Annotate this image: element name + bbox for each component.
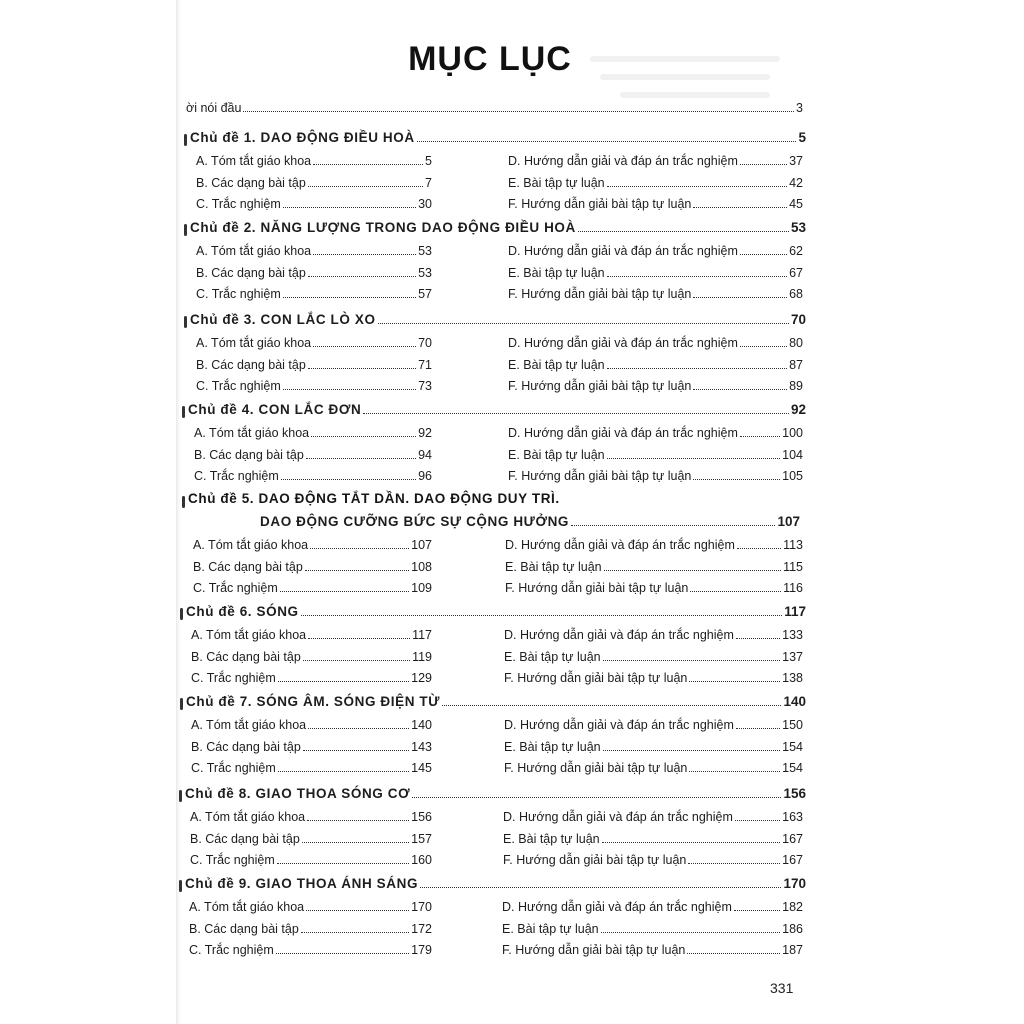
toc-subentry (196, 266, 432, 280)
toc-subentry (508, 266, 803, 280)
dot-leader (736, 727, 780, 729)
chapter-entry-page: 53 (790, 220, 806, 235)
toc-subentry (508, 287, 803, 301)
toc-subentry-page: 129 (411, 671, 432, 685)
toc-subentry (190, 853, 432, 867)
toc-subentry-page: 182 (782, 900, 803, 914)
toc-subentry-page: 105 (782, 469, 803, 483)
dot-leader (607, 457, 781, 459)
toc-subentry (503, 853, 803, 867)
chapter-entry-label: Chủ đề 1. DAO ĐỘNG ĐIỀU HOÀ (190, 130, 415, 145)
dot-leader (301, 614, 783, 616)
dot-leader (308, 637, 410, 639)
toc-subentry-page: 137 (782, 649, 803, 664)
chapter-entry (190, 130, 806, 145)
margin-mark (182, 496, 185, 508)
toc-subentry (196, 244, 432, 258)
toc-subentry-label: D. Hướng dẫn giải và đáp án trắc nghiệm (503, 810, 733, 824)
toc-subentry (508, 448, 803, 462)
toc-subentry-page: 89 (789, 379, 803, 393)
toc-subentry (191, 650, 432, 664)
toc-subentry-label: D. Hướng dẫn giải và đáp án trắc nghiệm (504, 628, 734, 642)
dot-leader (740, 163, 787, 165)
toc-subentry (191, 718, 432, 732)
toc-subentry-label: A. Tóm tắt giáo khoa (189, 900, 305, 914)
dot-leader (693, 206, 787, 208)
toc-subentry-page: 67 (789, 265, 803, 280)
toc-subentry (505, 581, 803, 595)
toc-subentry-page: 109 (411, 581, 432, 595)
toc-subentry-page: 108 (411, 559, 432, 574)
toc-subentry-label: B. Các dạng bài tập (196, 175, 306, 190)
dot-leader (278, 770, 409, 772)
toc-subentry-label: D. Hướng dẫn giải và đáp án trắc nghiệm (505, 538, 735, 552)
toc-subentry-label: B. Các dạng bài tập (190, 831, 300, 846)
dot-leader (735, 819, 780, 821)
toc-subentry-label: E. Bài tập tự luận (503, 831, 600, 846)
toc-subentry-label: F. Hướng dẫn giải bài tập tự luận (502, 943, 686, 957)
toc-subentry-page: 73 (418, 379, 432, 393)
toc-subentry-page: 160 (411, 853, 432, 867)
dot-leader (607, 275, 787, 277)
toc-subentry (196, 336, 432, 350)
dot-leader (283, 388, 416, 390)
toc-subentry (190, 810, 432, 824)
chapter-entry-label: Chủ đề 2. NĂNG LƯỢNG TRONG DAO ĐỘNG ĐIỀU HOÀ (190, 220, 576, 235)
dot-leader (693, 296, 787, 298)
toc-subentry-label: E. Bài tập tự luận (505, 559, 602, 574)
toc-subentry (508, 379, 803, 393)
toc-subentry-page: 113 (783, 538, 803, 552)
toc-subentry-page: 179 (411, 943, 432, 957)
dot-leader (603, 749, 781, 751)
toc-subentry (508, 469, 803, 483)
dot-leader (601, 931, 781, 933)
toc-subentry-page: 133 (782, 628, 803, 642)
dot-leader (740, 345, 787, 347)
toc-subentry-label: D. Hướng dẫn giải và đáp án trắc nghiệm (508, 244, 738, 258)
toc-subentry (508, 336, 803, 350)
dot-leader (281, 478, 416, 480)
toc-subentry-page: 154 (782, 761, 803, 775)
toc-subentry-page: 57 (418, 287, 432, 301)
toc-subentry-label: D. Hướng dẫn giải và đáp án trắc nghiệm (508, 336, 738, 350)
toc-subentry-page: 5 (425, 154, 432, 168)
chapter-entry-label: Chủ đề 9. GIAO THOA ÁNH SÁNG (185, 876, 419, 891)
toc-subentry-page: 62 (789, 244, 803, 258)
toc-subentry-label: C. Trắc nghiệm (191, 671, 276, 685)
chapter-entry-label: Chủ đề 3. CON LẮC LÒ XO (190, 312, 376, 327)
dot-leader (310, 547, 409, 549)
toc-subentry-label: F. Hướng dẫn giải bài tập tự luận (508, 287, 692, 301)
toc-subentry (193, 538, 432, 552)
toc-subentry-label: E. Bài tập tự luận (508, 265, 605, 280)
toc-subentry-page: 104 (782, 447, 803, 462)
toc-subentry-page: 53 (418, 244, 432, 258)
toc-subentry-label: C. Trắc nghiệm (190, 853, 275, 867)
toc-subentry (502, 922, 803, 936)
toc-subentry (508, 197, 803, 211)
toc-subentry (193, 560, 432, 574)
toc-subentry-label: C. Trắc nghiệm (196, 197, 281, 211)
dot-leader (363, 412, 789, 414)
chapter-entry-page: 70 (790, 312, 806, 327)
chapter-entry-page: 117 (784, 604, 806, 619)
toc-subentry-page: 107 (411, 538, 432, 552)
margin-mark (184, 224, 187, 236)
preface-entry-page: 3 (796, 101, 803, 115)
toc-subentry-label: E. Bài tập tự luận (504, 649, 601, 664)
toc-subentry (508, 426, 803, 440)
toc-subentry (508, 358, 803, 372)
toc-subentry-page: 71 (418, 357, 432, 372)
chapter-entry (186, 604, 806, 619)
toc-subentry-page: 42 (789, 175, 803, 190)
toc-subentry-label: E. Bài tập tự luận (508, 175, 605, 190)
toc-subentry-label: B. Các dạng bài tập (191, 739, 301, 754)
preface-entry-label: ời nói đầu (186, 101, 242, 115)
toc-subentry-label: A. Tóm tắt giáo khoa (196, 244, 312, 258)
dot-leader (305, 569, 409, 571)
toc-subentry-label: C. Trắc nghiệm (193, 581, 278, 595)
toc-subentry-page: 145 (411, 761, 432, 775)
chapter-entry-label: Chủ đề 6. SÓNG (186, 604, 299, 619)
preface-entry (186, 101, 803, 115)
bleed-through-text (620, 92, 770, 98)
toc-subentry-label: D. Hướng dẫn giải và đáp án trắc nghiệm (508, 426, 738, 440)
toc-subentry-label: C. Trắc nghiệm (194, 469, 279, 483)
toc-subentry-page: 70 (418, 336, 432, 350)
toc-subentry (503, 810, 803, 824)
toc-subentry (194, 426, 432, 440)
margin-mark (179, 880, 182, 892)
dot-leader (283, 206, 416, 208)
dot-leader (412, 796, 781, 798)
dot-leader (307, 819, 409, 821)
toc-subentry-label: C. Trắc nghiệm (191, 761, 276, 775)
toc-subentry-page: 150 (782, 718, 803, 732)
toc-subentry-page: 187 (782, 943, 803, 957)
chapter-entry-label: Chủ đề 4. CON LẮC ĐƠN (188, 402, 362, 417)
toc-subentry-label: B. Các dạng bài tập (196, 265, 306, 280)
chapter-entry-label: Chủ đề 7. SÓNG ÂM. SÓNG ĐIỆN TỪ (186, 694, 441, 709)
toc-subentry-label: A. Tóm tắt giáo khoa (196, 154, 312, 168)
toc-subentry (193, 581, 432, 595)
margin-mark (184, 316, 187, 328)
toc-subentry (504, 718, 803, 732)
margin-mark (179, 790, 182, 802)
margin-mark (184, 134, 187, 146)
chapter-entry-page: 5 (798, 130, 806, 145)
toc-subentry-label: D. Hướng dẫn giải và đáp án trắc nghiệm (508, 154, 738, 168)
dot-leader (278, 680, 409, 682)
chapter-entry (185, 786, 806, 801)
toc-subentry-label: E. Bài tập tự luận (508, 357, 605, 372)
toc-subentry-page: 167 (782, 831, 803, 846)
toc-subentry-label: F. Hướng dẫn giải bài tập tự luận (504, 761, 688, 775)
dot-leader (442, 704, 781, 706)
dot-leader (303, 749, 409, 751)
toc-subentry-page: 7 (425, 175, 432, 190)
toc-subentry-label: C. Trắc nghiệm (196, 379, 281, 393)
dot-leader (688, 862, 780, 864)
dot-leader (277, 862, 409, 864)
dot-leader (311, 435, 416, 437)
chapter-entry (186, 694, 806, 709)
toc-subentry-page: 30 (418, 197, 432, 211)
dot-leader (420, 886, 781, 888)
toc-subentry-label: F. Hướng dẫn giải bài tập tự luận (508, 379, 692, 393)
toc-subentry (508, 176, 803, 190)
toc-subentry-label: A. Tóm tắt giáo khoa (191, 628, 307, 642)
book-binding-shadow (176, 0, 182, 1024)
chapter-entry-page: 92 (790, 402, 806, 417)
toc-subentry-label: A. Tóm tắt giáo khoa (194, 426, 310, 440)
dot-leader (687, 952, 780, 954)
toc-subentry (189, 943, 432, 957)
dot-leader (737, 547, 781, 549)
toc-subentry-page: 170 (411, 900, 432, 914)
chapter-entry-page: 140 (783, 694, 806, 709)
dot-leader (736, 637, 780, 639)
chapter-entry (260, 514, 800, 529)
chapter-entry-page: 107 (777, 514, 800, 529)
toc-subentry-label: C. Trắc nghiệm (189, 943, 274, 957)
toc-subentry (505, 538, 803, 552)
toc-subentry-label: F. Hướng dẫn giải bài tập tự luận (504, 671, 688, 685)
toc-subentry-page: 68 (789, 287, 803, 301)
dot-leader (308, 367, 416, 369)
toc-subentry (191, 740, 432, 754)
dot-leader (693, 478, 780, 480)
dot-leader (740, 253, 787, 255)
chapter-entry-label: Chủ đề 8. GIAO THOA SÓNG CƠ (185, 786, 411, 801)
dot-leader (243, 110, 794, 112)
dot-leader (690, 590, 781, 592)
toc-subentry-page: 80 (789, 336, 803, 350)
dot-leader (571, 524, 775, 526)
dot-leader (604, 569, 781, 571)
toc-subentry (196, 176, 432, 190)
dot-leader (308, 275, 416, 277)
toc-subentry (504, 740, 803, 754)
toc-subentry (196, 379, 432, 393)
page-number: 331 (770, 980, 794, 996)
toc-subentry (504, 628, 803, 642)
toc-subentry-label: F. Hướng dẫn giải bài tập tự luận (508, 197, 692, 211)
dot-leader (313, 163, 423, 165)
dot-leader (417, 140, 797, 142)
page-title: MỤC LỤC (408, 40, 572, 78)
toc-subentry (190, 832, 432, 846)
toc-subentry-page: 117 (412, 628, 432, 642)
dot-leader (603, 659, 781, 661)
chapter-entry-page: 170 (783, 876, 806, 891)
toc-subentry-label: E. Bài tập tự luận (504, 739, 601, 754)
toc-subentry (191, 671, 432, 685)
toc-subentry-page: 157 (411, 831, 432, 846)
dot-leader (693, 388, 787, 390)
toc-subentry-page: 116 (783, 581, 803, 595)
dot-leader (740, 435, 780, 437)
dot-leader (303, 659, 410, 661)
toc-subentry (503, 832, 803, 846)
chapter-heading-line1: Chủ đề 5. DAO ĐỘNG TẮT DẦN. DAO ĐỘNG DUY TRÌ. (188, 491, 560, 506)
toc-subentry-label: D. Hướng dẫn giải và đáp án trắc nghiệm (504, 718, 734, 732)
toc-subentry (508, 244, 803, 258)
toc-subentry-page: 119 (412, 649, 432, 664)
toc-subentry-label: B. Các dạng bài tập (189, 921, 299, 936)
dot-leader (313, 345, 416, 347)
toc-subentry-page: 154 (782, 739, 803, 754)
chapter-entry-label: DAO ĐỘNG CƯỠNG BỨC SỰ CỘNG HƯỞNG (260, 514, 570, 529)
dot-leader (689, 770, 780, 772)
toc-subentry-label: D. Hướng dẫn giải và đáp án trắc nghiệm (502, 900, 732, 914)
toc-subentry-label: E. Bài tập tự luận (508, 447, 605, 462)
toc-subentry-page: 37 (789, 154, 803, 168)
dot-leader (306, 909, 409, 911)
toc-subentry-page: 143 (411, 739, 432, 754)
toc-subentry-label: F. Hướng dẫn giải bài tập tự luận (503, 853, 687, 867)
toc-subentry-page: 156 (411, 810, 432, 824)
dot-leader (602, 841, 781, 843)
chapter-entry (190, 220, 806, 235)
toc-subentry-label: A. Tóm tắt giáo khoa (196, 336, 312, 350)
toc-subentry (189, 900, 432, 914)
toc-subentry-label: B. Các dạng bài tập (194, 447, 304, 462)
dot-leader (378, 322, 789, 324)
dot-leader (578, 230, 789, 232)
toc-subentry-page: 140 (411, 718, 432, 732)
toc-subentry-label: B. Các dạng bài tập (196, 357, 306, 372)
toc-subentry-page: 172 (411, 921, 432, 936)
toc-subentry (504, 650, 803, 664)
dot-leader (301, 931, 409, 933)
toc-subentry-page: 87 (789, 357, 803, 372)
toc-subentry (194, 448, 432, 462)
toc-subentry-label: F. Hướng dẫn giải bài tập tự luận (505, 581, 689, 595)
toc-subentry-label: B. Các dạng bài tập (191, 649, 301, 664)
dot-leader (308, 727, 409, 729)
chapter-entry (188, 402, 806, 417)
dot-leader (283, 296, 416, 298)
toc-subentry-label: C. Trắc nghiệm (196, 287, 281, 301)
toc-subentry (194, 469, 432, 483)
toc-subentry-label: A. Tóm tắt giáo khoa (193, 538, 309, 552)
toc-subentry-page: 92 (418, 426, 432, 440)
toc-subentry-page: 167 (782, 853, 803, 867)
toc-subentry-label: F. Hướng dẫn giải bài tập tự luận (508, 469, 692, 483)
toc-subentry (196, 358, 432, 372)
toc-subentry (191, 628, 432, 642)
dot-leader (313, 253, 416, 255)
toc-subentry (189, 922, 432, 936)
toc-subentry (504, 761, 803, 775)
toc-subentry-page: 186 (782, 921, 803, 936)
toc-subentry-page: 138 (782, 671, 803, 685)
toc-subentry (505, 560, 803, 574)
toc-subentry (196, 197, 432, 211)
toc-subentry (504, 671, 803, 685)
margin-mark (180, 698, 183, 710)
dot-leader (607, 185, 787, 187)
toc-subentry (191, 761, 432, 775)
toc-subentry-label: A. Tóm tắt giáo khoa (191, 718, 307, 732)
dot-leader (280, 590, 409, 592)
toc-subentry-label: E. Bài tập tự luận (502, 921, 599, 936)
dot-leader (276, 952, 409, 954)
toc-subentry (508, 154, 803, 168)
chapter-entry (190, 312, 806, 327)
toc-subentry (502, 943, 803, 957)
dot-leader (302, 841, 409, 843)
dot-leader (734, 909, 780, 911)
toc-subentry-label: B. Các dạng bài tập (193, 559, 303, 574)
margin-mark (182, 406, 185, 418)
toc-subentry-page: 94 (418, 447, 432, 462)
toc-subentry-page: 96 (418, 469, 432, 483)
margin-mark (180, 608, 183, 620)
toc-subentry-page: 115 (783, 559, 803, 574)
toc-subentry-page: 53 (418, 265, 432, 280)
toc-subentry (196, 287, 432, 301)
toc-subentry (196, 154, 432, 168)
dot-leader (689, 680, 780, 682)
toc-subentry-page: 100 (782, 426, 803, 440)
toc-subentry-label: A. Tóm tắt giáo khoa (190, 810, 306, 824)
chapter-entry-page: 156 (783, 786, 806, 801)
chapter-entry (185, 876, 806, 891)
toc-subentry-page: 45 (789, 197, 803, 211)
dot-leader (308, 185, 423, 187)
dot-leader (306, 457, 416, 459)
toc-subentry-page: 163 (782, 810, 803, 824)
toc-subentry (502, 900, 803, 914)
dot-leader (607, 367, 787, 369)
